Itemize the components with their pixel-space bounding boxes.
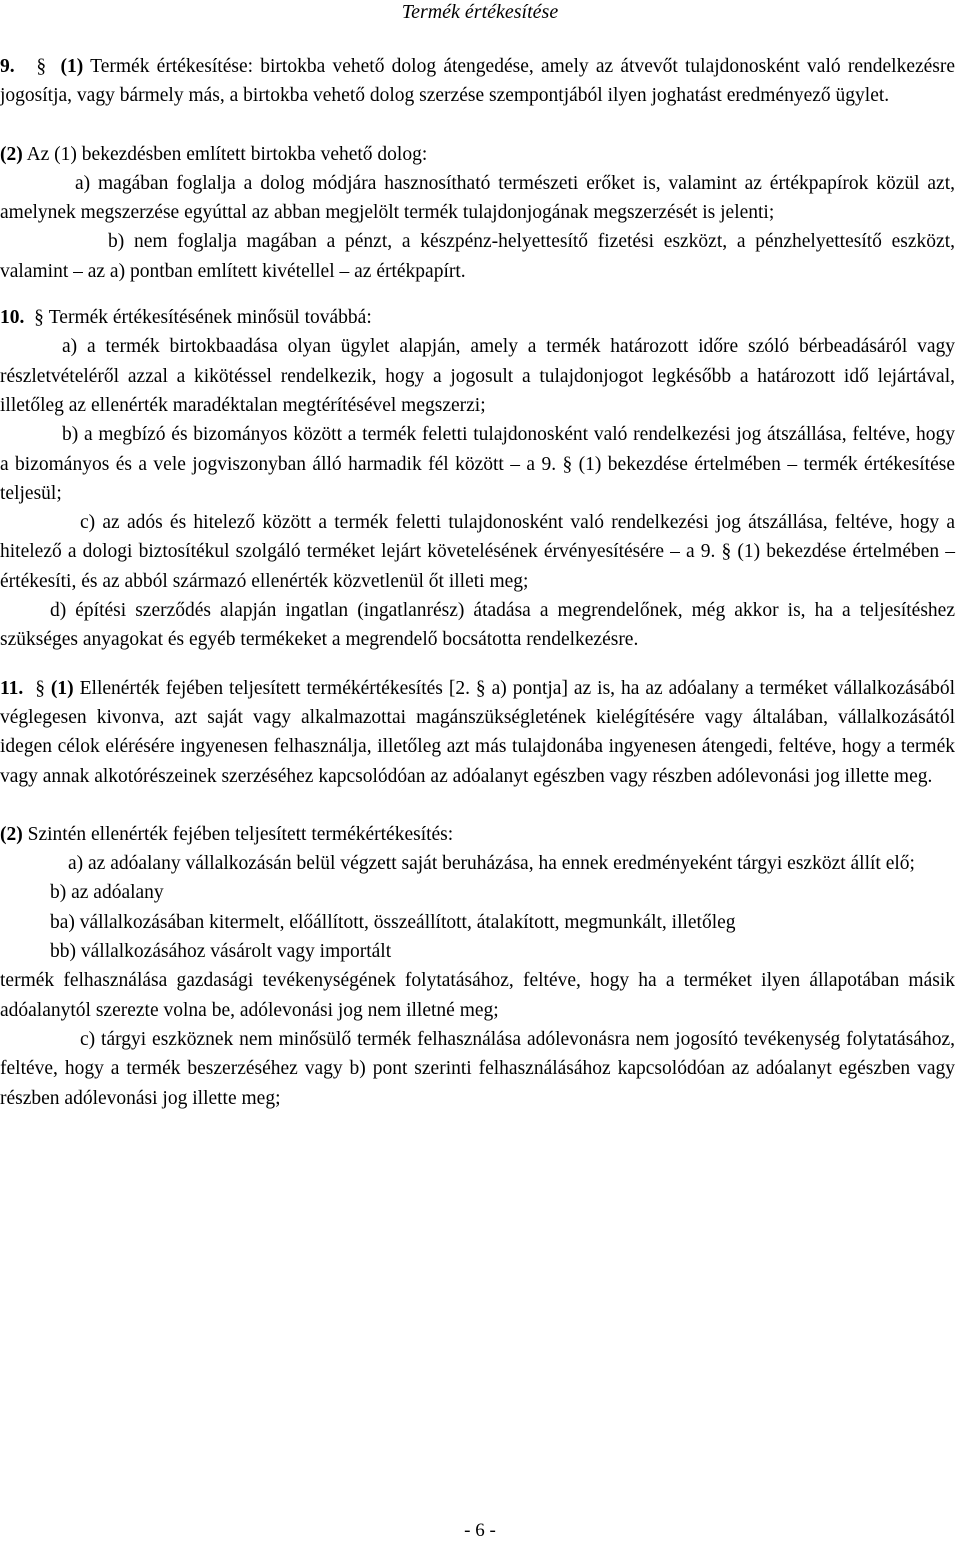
section-11-item-ba: ba) vállalkozásában kitermelt, előállított, összeállított, átalakított, megmunkált, illetőleg bbox=[50, 911, 736, 933]
paragraph-text: Ellenérték fejében teljesített termékértékesítés [2. § a) pontja] az is, ha az adóalany a terméket vállalkozásából véglegesen kivonva, azt saját vagy alkalmazottai magánszükségletének kielégítésére vagy általában, vállalkozásától idegen célok elérésére ingyenesen felhasználja, illetőleg azt más tulajdonába ingyenesen átengedi, feltéve, hogy a termék vagy annak alkotórészeinek szerzéséhez kapcsolódóan az adóalanyt egészben vagy részben adólevonási jog illette meg. bbox=[0, 677, 956, 787]
section-9-item-a: a) magában foglalja a dolog módjára hasznosítható természeti erőket is, valamint az értékpapírok közül azt, amelynek megszerzése egyúttal az abban megjelölt termék tulajdonjogának megszerzését is jelenti; bbox=[0, 172, 955, 224]
paragraph-ref: (1) bbox=[60, 56, 84, 77]
section-11-paragraph-1: 11. § (1) Ellenérték fejében teljesített termékértékesítés [2. § a) pontja] az is, ha az adóalany a terméket vállalkozásából véglegesen kivonva, azt saját vagy alkalmazottai magánszükségletének kielégítésére vagy általában, vállalkozásától idegen célok elérésére ingyenesen felhasználja, illetőleg azt más tulajdonába ingyenesen átengedi, feltéve, hogy a termék vagy annak alkotórészeinek szerzéséhez kapcsolódóan az adóalanyt egészben vagy részben adólevonási jog illette meg. bbox=[0, 677, 956, 787]
section-10-item-a: a) a termék birtokbaadása olyan ügylet alapján, amely a termék határozott időre szóló bérbeadásáról vagy részletvételéről azzal a kikötéssel rendelkezik, hogy a jogosult a tulajdonjogot legkésőbb a határozott idő lejártával, illetőleg az ellenérték maradéktalan megtérítésével megszerzi; bbox=[0, 336, 955, 416]
paragraph-text: Szintén ellenérték fejében teljesített termékértékesítés: bbox=[27, 823, 454, 845]
section-number: 11. bbox=[0, 677, 24, 699]
header-title: Termék értékesítése bbox=[401, 1, 559, 23]
paragraph-text: Az (1) bekezdésben említett birtokba vehető dolog: bbox=[26, 143, 428, 165]
page-number: - 6 - bbox=[464, 1520, 496, 1541]
section-11-paragraph-2-intro bbox=[0, 820, 955, 849]
section-10-intro: 10. § Termék értékesítésének minősül továbbá: bbox=[0, 307, 372, 329]
section-11-item-b: b) az adóalany bbox=[50, 882, 164, 904]
paragraph-ref: (2) bbox=[0, 143, 23, 165]
section-9-paragraph-1: 9. § (1) Termék értékesítése: birtokba vehető dolog átengedése, amely az átvevőt tulajdonosként való rendelkezésre jogosítja, vagy bármely más, a birtokba vehető dolog szerzése szempontjából ilyen joghatást eredményező ügylet. bbox=[0, 56, 956, 107]
section-11-item-c: c) tárgyi eszköznek nem minősülő termék felhasználása adólevonásra nem jogosító tevékenység folytatásához, feltéve, hogy a termék beszerzéséhez vagy b) pont szerinti felhasználásához kapcsolódóan az adóalanyt egészben vagy részben adólevonási jog illette meg; bbox=[0, 1028, 955, 1109]
section-9-item-b: b) nem foglalja magában a pénzt, a készpénz-helyettesítő fizetési eszközt, a pénzhelyettesítő eszközt, valamint – az a) pontban említett kivétellel – az értékpapírt. bbox=[0, 231, 955, 282]
document-body bbox=[0, 52, 955, 1113]
section-11-item-b-tail: termék felhasználása gazdasági tevékenységének folytatásához, feltéve, hogy ha a terméket ilyen állapotában másik adóalanytól szerezte volna be, adólevonási jog nem illetné meg; bbox=[0, 970, 955, 1021]
section-9-paragraph-2-intro bbox=[0, 140, 955, 169]
paragraph-text: Termék értékesítése: birtokba vehető dolog átengedése, amely az átvevőt tulajdonosként való rendelkezésre jogosítja, vagy bármely más, a birtokba vehető dolog szerzése szempontjából ilyen joghatást eredményező ügylet. bbox=[0, 56, 956, 107]
paragraph-ref: (1) bbox=[50, 677, 74, 699]
section-11-item-bb: bb) vállalkozásához vásárolt vagy importált bbox=[50, 941, 392, 963]
section-10-item-d: d) építési szerződés alapján ingatlan (ingatlanrész) átadása a megrendelőnek, még akkor is, ha a teljesítéshez szükséges anyagokat és egyéb termékeket a megrendelő bocsátotta rendelkezésre. bbox=[0, 600, 955, 651]
section-number: 10. bbox=[0, 307, 25, 329]
paragraph-text: Termék értékesítésének minősül továbbá: bbox=[48, 307, 372, 329]
section-10-item-c: c) az adós és hitelező között a termék feletti tulajdonosként való rendelkezési jog átszállása, feltéve, hogy a hitelező a dologi biztosítékul szolgáló terméket lejárt követelésének érvényesítésére – a 9. § (1) bekezdése értelmében – értékesíti, és az abból származó ellenérték közvetlenül őt illeti meg; bbox=[0, 512, 955, 592]
section-number: 9. bbox=[0, 56, 15, 77]
paragraph-ref: (2) bbox=[0, 823, 23, 845]
section-11-item-a: a) az adóalany vállalkozásán belül végzett saját beruházása, ha ennek eredményeként tárgyi eszközt állít elő; bbox=[68, 853, 915, 875]
page-header bbox=[0, 0, 960, 24]
section-10-item-b: b) a megbízó és bizományos között a termék feletti tulajdonosként való rendelkezési jog átszállása, feltéve, hogy a bizományos és a vele jogviszonyban álló harmadik fél között – a 9. § (1) bekezdése értelmében – termék értékesítése teljesül; bbox=[0, 424, 955, 504]
